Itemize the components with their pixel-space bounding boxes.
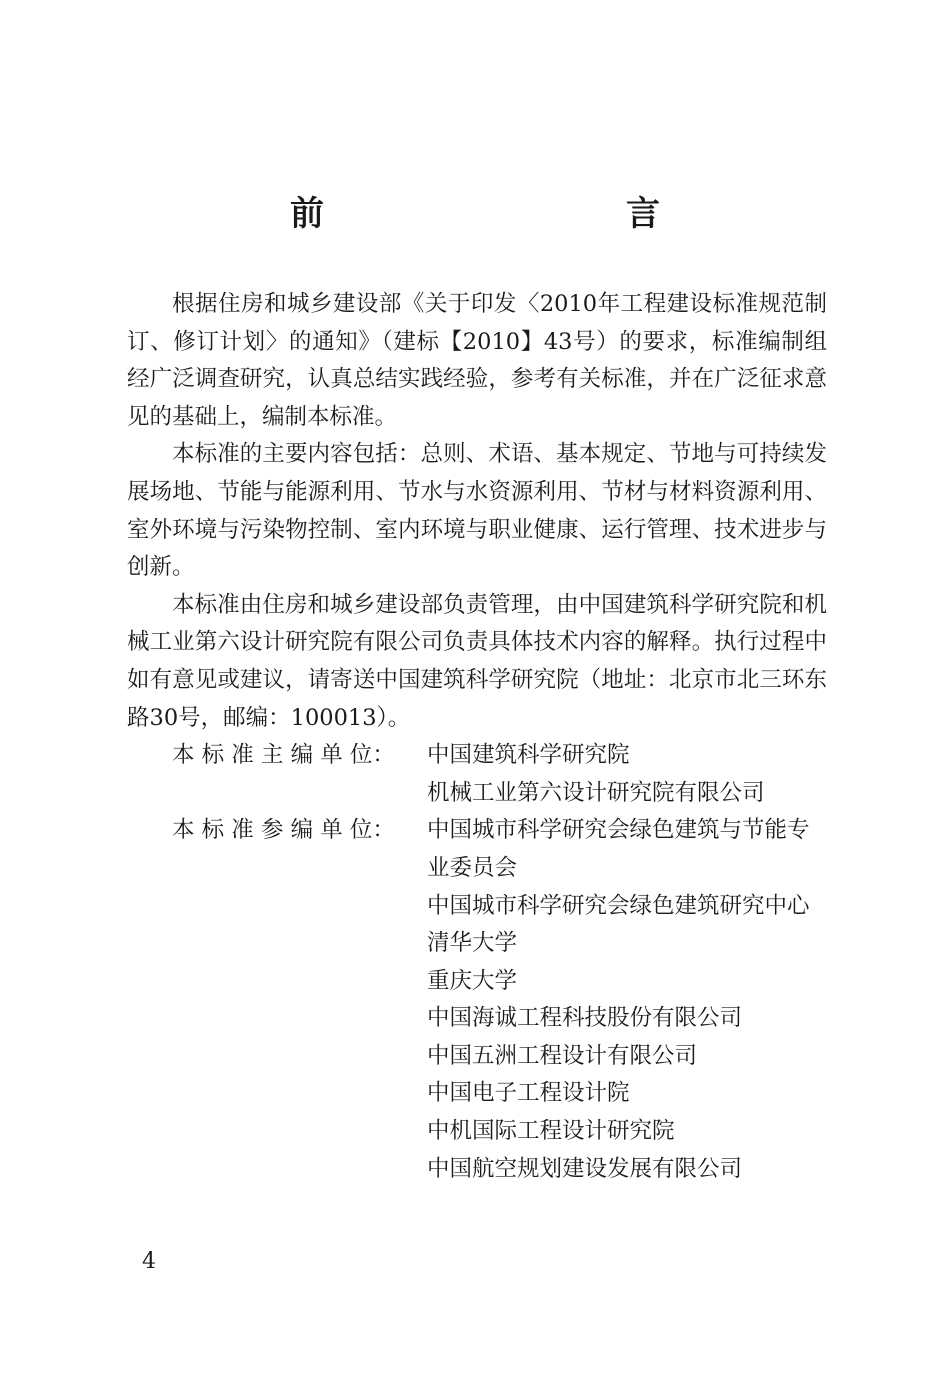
participating-unit-item: 中国城市科学研究会绿色建筑研究中心 bbox=[427, 892, 810, 919]
chief-units-label: 本 标 准 主 编 单 位： bbox=[172, 742, 395, 769]
paragraph-management: 本标准由住房和城乡建设部负责管理，由中国建筑科学研究院和机械工业第六设计研究院有限公司负责具体技术内容的解释。执行过程中如有意见或建议，请寄送中国建筑科学研究院（地址：北京市北三环东路30号，邮编：100013）。 bbox=[127, 591, 827, 731]
participating-unit-item: 重庆大学 bbox=[427, 967, 518, 994]
page-number: 4 bbox=[142, 1249, 156, 1274]
participating-units-label: 本 标 准 参 编 单 位： bbox=[172, 817, 395, 844]
preface-body bbox=[127, 286, 827, 1188]
page-title: 前 言 bbox=[290, 194, 738, 234]
chief-units-section bbox=[127, 737, 827, 812]
participating-unit-item: 中国海诚工程科技股份有限公司 bbox=[427, 1005, 743, 1032]
chief-unit-item: 中国建筑科学研究院 bbox=[427, 742, 630, 769]
participating-unit-item: 中机国际工程设计研究院 bbox=[427, 1118, 675, 1145]
participating-unit-item: 中国航空规划建设发展有限公司 bbox=[427, 1155, 743, 1182]
participating-units-section bbox=[127, 812, 827, 1188]
chief-units-list bbox=[427, 737, 827, 812]
participating-units-list bbox=[427, 812, 827, 1188]
paragraph-basis: 根据住房和城乡建设部《关于印发〈2010年工程建设标准规范制订、修订计划〉的通知》（建标【2010】43号）的要求，标准编制组经广泛调查研究，认真总结实践经验，参考有关标准，并在广泛征求意见的基础上，编制本标准。 bbox=[127, 291, 827, 430]
participating-unit-item: 清华大学 bbox=[427, 930, 518, 957]
chief-unit-item: 机械工业第六设计研究院有限公司 bbox=[427, 779, 765, 806]
participating-unit-item: 中国五洲工程设计有限公司 bbox=[427, 1042, 698, 1069]
paragraph-main-contents: 本标准的主要内容包括：总则、术语、基本规定、节地与可持续发展场地、节能与能源利用、节水与水资源利用、节材与材料资源利用、室外环境与污染物控制、室内环境与职业健康、运行管理、技术进步与创新。 bbox=[127, 441, 827, 581]
participating-unit-item: 中国电子工程设计院 bbox=[427, 1080, 630, 1107]
participating-unit-item: 中国城市科学研究会绿色建筑与节能专业委员会 bbox=[427, 817, 810, 881]
